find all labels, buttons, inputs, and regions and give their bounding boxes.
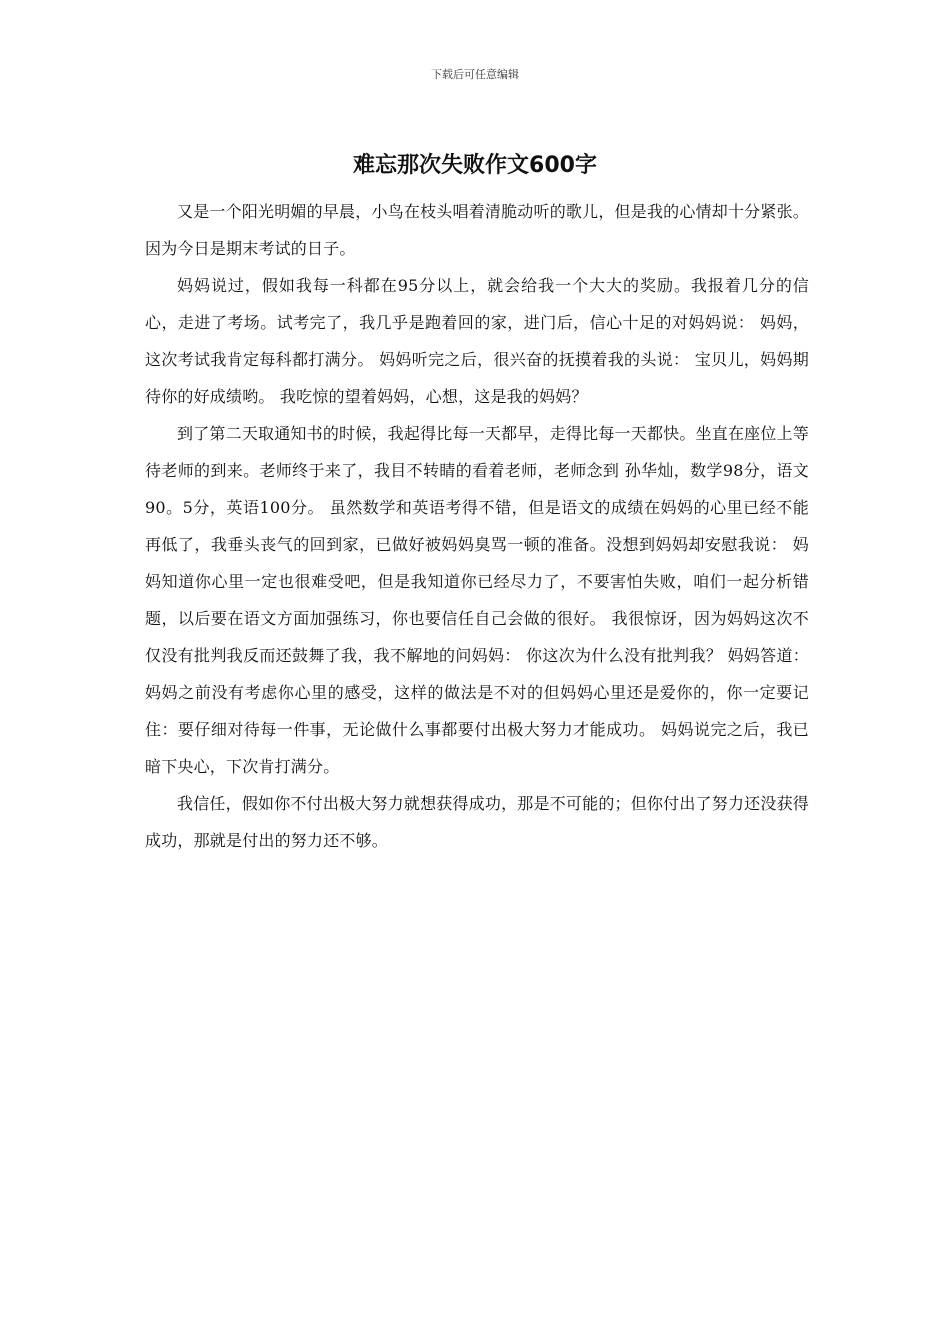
document-body [145,193,809,859]
paragraph: 妈妈说过，假如我每一科都在95分以上，就会给我一个大大的奖励。我报着几分的信心，走进了考场。试考完了，我几乎是跑着回的家，进门后，信心十足的对妈妈说： 妈妈，这次考试我肯定每科都打满分。 妈妈听完之后，很兴奋的抚摸着我的头说： 宝贝儿，妈妈期待你的好成绩哟。 我吃惊的望着妈妈，心想，这是我的妈妈？ [145,276,809,406]
header-note: 下载后可任意编辑 [431,68,519,81]
paragraph: 又是一个阳光明媚的早晨，小鸟在枝头唱着清脆动听的歌儿，但是我的心情却十分紧张。因为今日是期末考试的日子。 [145,202,809,258]
document-title: 难忘那次失败作文600字 [353,153,597,178]
paragraph: 到了第二天取通知书的时候，我起得比每一天都早，走得比每一天都快。坐直在座位上等待老师的到来。老师终于来了，我目不转睛的看着老师，老师念到 孙华灿，数学98分，语文90。5分，英语100分。 虽然数学和英语考得不错，但是语文的成绩在妈妈的心里已经不能再低了，我垂头丧气的回到家，已做好被妈妈臭骂一顿的准备。没想到妈妈却安慰我说： 妈妈知道你心里一定也很难受吧，但是我知道你已经尽力了，不要害怕失败，咱们一起分析错题，以后要在语文方面加强练习，你也要信任自己会做的很好。 我很惊讶，因为妈妈这次不仅没有批判我反而还鼓舞了我，我不解地的问妈妈： 你这次为什么没有批判我？ 妈妈答道： 妈妈之前没有考虑你心里的感受，这样的做法是不对的但妈妈心里还是爱你的，你一定要记住：要仔细对待每一件事，无论做什么事都要付出极大努力才能成功。 妈妈说完之后，我已暗下央心，下次肯打满分。 [145,424,809,776]
paragraph: 我信任，假如你不付出极大努力就想获得成功，那是不可能的；但你付出了努力还没获得成功，那就是付出的努力还不够。 [145,794,809,850]
